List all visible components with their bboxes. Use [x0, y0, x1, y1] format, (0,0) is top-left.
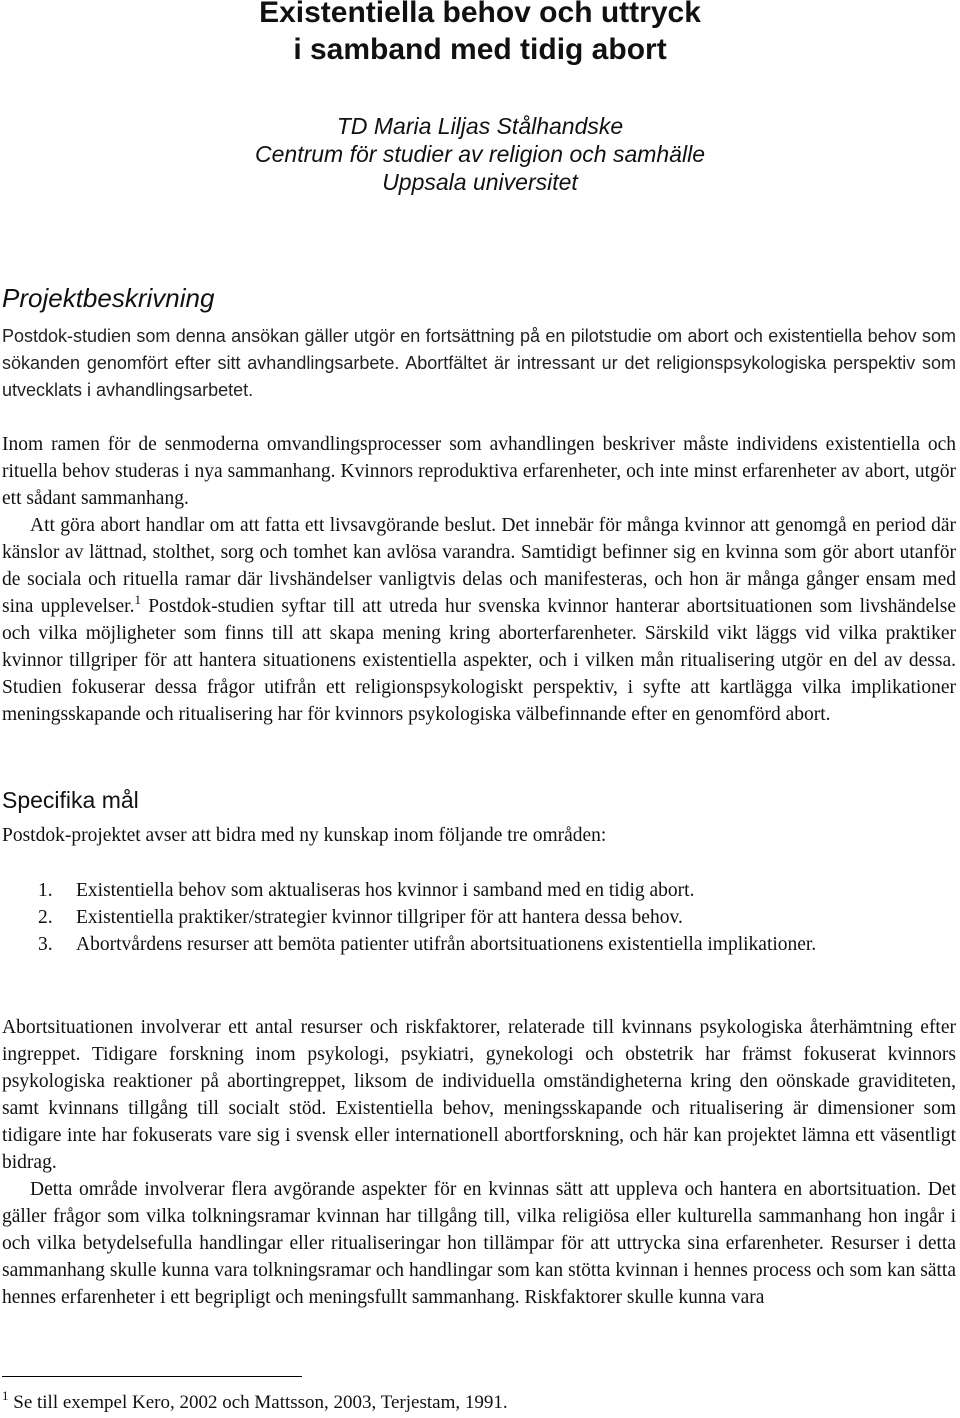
author-university: Uppsala universitet [382, 169, 578, 195]
list-item [2, 931, 956, 958]
title-line-2: i samband med tidig abort [293, 33, 667, 66]
goals-intro: Postdok-projektet avser att bidra med ny kunskap inom följande tre områden: [2, 825, 607, 846]
author-center: Centrum för studier av religion och samhälle [255, 141, 705, 167]
document-title [0, 0, 960, 68]
paragraph-2-text-a: Att göra abort handlar om att fatta ett livsavgörande beslut. Det innebär för många kvinnor att genomgå en period där känslor av lättnad, stolthet, sorg och tomhet kan avlösa varandra. Samtidigt befinner sig en kvinna som gör abort utanför de sociala och rituella ramar där livshändelser vanligtvis delas och manifesteras, och hon är många gånger ensam med sina upplevelser. [2, 515, 956, 617]
footnote-ref: 1 [134, 591, 141, 607]
list-item [2, 877, 956, 904]
list-text: Existentiella praktiker/strategier kvinnor tillgriper för att hantera dessa behov. [76, 907, 683, 928]
section-heading-specifika-mal: Specifika mål [2, 787, 139, 813]
author-block [0, 112, 960, 196]
goals-list [2, 877, 956, 958]
body-text [2, 1014, 956, 1311]
paragraph-4: Detta område involverar flera avgörande aspekter för en kvinnas sätt att uppleva och hantera en abortsituation. Det gäller frågor som vilka tolkningsramar kvinnan har tillgång till, vilka religiösa eller kulturella sammanhang hon ingår i och vilka betydelsefulla handlingar eller ritualiseringar hon tillämpar för att uttrycka sina erfarenheter. Resurser i detta sammanhang skulle kunna vara tolkningsramar och handlingar som kan stötta kvinnan i hennes process och som kan sätta hennes erfarenheter i ett begripligt och meningsfullt sammanhang. Riskfaktorer skulle kunna vara [2, 1179, 956, 1308]
list-number: 2. [38, 907, 53, 928]
footnote-divider [2, 1376, 302, 1377]
paragraph-1-continued: Inom ramen för de senmoderna omvandlingsprocesser som avhandlingen beskriver måste individens existentiella och rituella behov studeras i nya sammanhang. Kvinnors reproduktiva erfarenheter, och inte minst erfarenheter av abort, utgör ett sådant sammanhang. [2, 434, 956, 509]
section-heading-projektbeskrivning: Projektbeskrivning [2, 283, 215, 313]
paragraph-3: Abortsituationen involverar ett antal resurser och riskfaktorer, relaterade till kvinnans psykologiska återhämtning efter ingreppet. Tidigare forskning inom psykologi, psykiatri, gynekologi och obstetrik har främst fokuserat kvinnors psykologiska reaktioner på abortingreppet, liksom de individuella omständigheterna kring den oönskade graviditeten, samt kvinnans tillgång till socialt stöd. Existentiella behov, meningsskapande och ritualisering är dimensioner som tidigare inte har fokuserats vare sig i svensk eller internationell abortforskning, och här kan projektet lämna ett väsentligt bidrag. [2, 1017, 956, 1173]
footnote-marker: 1 [2, 1387, 9, 1403]
author-name: TD Maria Liljas Stålhandske [336, 113, 624, 139]
title-line-1: Existentiella behov och uttryck [259, 0, 701, 29]
list-number: 1. [38, 880, 53, 901]
list-number: 3. [38, 934, 53, 955]
paragraph-2 [2, 512, 956, 728]
list-item [2, 904, 956, 931]
list-text: Abortvårdens resurser att bemöta patienter utifrån abortsituationens existentiella implikationer. [76, 934, 817, 955]
paragraph-2-text-b: Postdok-studien syftar till att utreda hur svenska kvinnor hanterar abortsituationen som livshändelse och vilka möjligheter som finns till att skapa mening kring aborterfarenheter. Särskild vikt läggs vid vilka praktiker kvinnor tillgriper för att hantera situationens existentiella aspekter, och i vilken mån ritualisering utgör en del av dessa. Studien fokuserar dessa frågor utifrån ett religionspsykologiskt perspektiv, i syfte att kartlägga vilka implikationer meningsskapande och ritualisering har för kvinnors psykologiska välbefinnande efter en genomförd abort. [2, 596, 956, 725]
footnote-text: Se till exempel Kero, 2002 och Mattsson, 2003, Terjestam, 1991. [8, 1392, 508, 1413]
intro-paragraph: Postdok-studien som denna ansökan gäller utgör en fortsättning på en pilotstudie om abort och existentiella behov som sökanden genomfört efter sitt avhandlingsarbete. Abortfältet är intressant ur det religionspsykologiska perspektiv som utvecklats i avhandlingsarbetet. [2, 326, 956, 400]
footnote [2, 1387, 956, 1416]
list-text: Existentiella behov som aktualiseras hos kvinnor i samband med en tidig abort. [76, 880, 695, 901]
project-body [2, 431, 956, 728]
